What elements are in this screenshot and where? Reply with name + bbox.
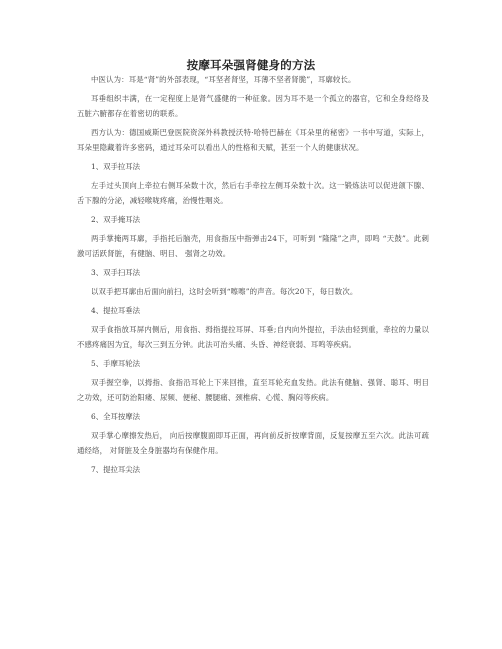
section-body-6: 双手掌心摩擦发热后， 向后按摩腹面即耳正面，再向前反折按摩背面，反复按摩五至六次。此法可疏通经络， 对肾脏及全身脏器均有保健作用。 (77, 431, 429, 455)
intro-paragraph-2: 耳垂组织丰满，在一定程度上是肾气盛健的一种征象。因为耳不是一个孤立的器官，它和全身经络及五脏六腑都存在着密切的联系。 (77, 94, 429, 118)
intro-paragraph-1: 中医认为：耳是“肾”的外部表现，“耳坚者肾坚，耳薄不坚者肾脆”，耳廓较长。 (91, 75, 356, 84)
section-body-5: 双手握空拳，以拇指、食指沿耳轮上下来回推，直至耳轮充血发热。此法有健脑、强肾、聪耳、明目之功效，还可防治阳痿、尿频、便秘、腰腿痛、颈椎病、心慌、胸闷等疾病。 (77, 378, 429, 402)
document-title: 按摩耳朵强肾健身的方法 (186, 58, 316, 72)
intro-paragraph-3: 西方认为：德国威斯巴登医院资深外科教授沃特·哈特巴赫在《耳朵里的秘密》一书中写道，实际上，耳朵里隐藏着许多密码，通过耳朵可以看出人的性格和天赋，甚至一个人的健康状况。 (77, 128, 429, 152)
section-heading-1: 1、双手拉耳法 (91, 162, 141, 171)
document-body (77, 72, 429, 481)
section-heading-2: 2、双手掩耳法 (91, 215, 141, 224)
section-body-3: 以双手把耳廓由后面向前扫，这时会听到“嚓嚓”的声音。每次20下，每日数次。 (91, 287, 358, 296)
section-heading-5: 5、手摩耳轮法 (91, 359, 141, 368)
section-heading-3: 3、双手扫耳法 (91, 268, 141, 277)
section-heading-7: 7、提拉耳尖法 (91, 465, 141, 474)
section-body-1: 左手过头顶向上牵拉右侧耳朵数十次，然后右手牵拉左侧耳朵数十次。这一锻炼法可以促进颌下腺、舌下腺的分泌，减轻喉咙疼痛，治慢性咽炎。 (77, 181, 429, 205)
section-body-2: 两手掌掩两耳廓，手指托后脑壳，用食指压中指弹击24下，可听到 “隆隆”之声，即鸣 “天鼓”。此刺激可活跃肾脏，有健脑、明目、 强肾之功效。 (77, 234, 429, 258)
section-heading-4: 4、提拉耳垂法 (91, 306, 141, 315)
section-body-4: 双手食指放耳屏内侧后，用食指、拇指提拉耳屏、耳垂;自内向外提拉，手法由轻到重，牵拉的力量以不感疼痛因为宜，每次三到五分钟。此法可治头痛、头昏、神经衰弱、耳鸣等疾病。 (77, 325, 429, 349)
section-heading-6: 6、全耳按摩法 (91, 412, 141, 421)
